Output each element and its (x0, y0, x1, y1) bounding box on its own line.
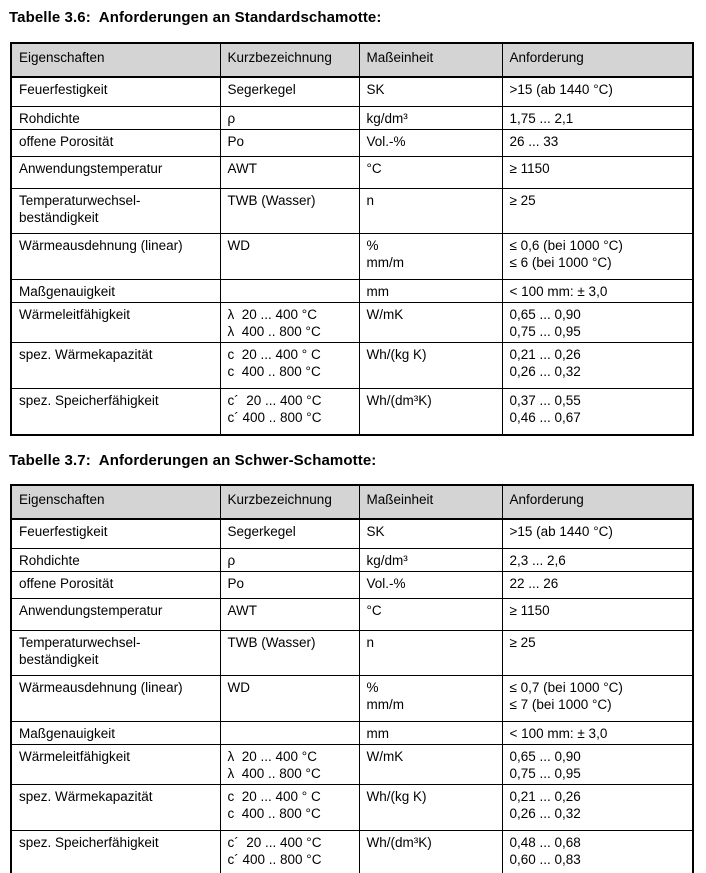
cell-line: Segerkegel (227, 82, 296, 97)
table-cell (220, 744, 359, 784)
cell-line: °C (366, 602, 382, 618)
cell-line: ρ (227, 110, 236, 126)
table-cell (502, 156, 693, 188)
table-cell (359, 233, 502, 279)
table-row (11, 233, 693, 279)
cell-line: AWT (227, 602, 257, 618)
cell-line: ≤ 0,7 (bei 1000 °C) (509, 679, 623, 695)
table-row (11, 388, 693, 435)
table-cell (359, 302, 502, 342)
cell-line: 0,65 ... 0,90 (509, 748, 581, 764)
cell-line: c 20 ... 400 ° C (227, 346, 321, 362)
table-row (11, 744, 693, 784)
table-row (11, 830, 693, 873)
table-cell (502, 106, 693, 129)
table-header (11, 485, 693, 519)
cell-line: Wärmeausdehnung (linear) (19, 679, 183, 695)
cell-line: ≤ 0,6 (bei 1000 °C) (509, 237, 623, 253)
cell-line: 0,21 ... 0,26 (509, 788, 581, 804)
table-cell (359, 519, 502, 548)
cell-line: λ 20 ... 400 °C (227, 306, 317, 322)
table-cell (359, 630, 502, 675)
table-cell (502, 233, 693, 279)
cell-line: W/mK (366, 748, 404, 764)
table-cell (359, 279, 502, 302)
cell-line: 0,75 ... 0,95 (509, 765, 581, 781)
cell-line: beständigkeit (19, 651, 99, 667)
cell-line: SK (366, 524, 385, 539)
table-cell (220, 279, 359, 302)
header-row (11, 43, 693, 77)
table-cell (502, 571, 693, 598)
cell-line: Po (227, 133, 245, 149)
column-header: Maßeinheit (359, 485, 502, 519)
cell-line: ≥ 25 (509, 634, 536, 650)
table-cell (220, 548, 359, 571)
cell-line: Maßgenauigkeit (19, 725, 116, 741)
cell-line: AWT (227, 160, 257, 176)
cell-line: >15 (ab 1440 °C) (509, 524, 613, 539)
cell-line: spez. Wärmekapazität (19, 788, 153, 804)
table-cell (359, 784, 502, 830)
cell-line: < 100 mm: ± 3,0 (509, 725, 608, 741)
table-cell (220, 129, 359, 156)
table-row (11, 548, 693, 571)
table-cell (502, 77, 693, 106)
table-cell (220, 156, 359, 188)
table-cell (11, 156, 220, 188)
table-cell (502, 188, 693, 233)
table-cell (220, 106, 359, 129)
cell-line: Feuerfestigkeit (19, 524, 108, 539)
cell-line: 2,3 ... 2,6 (509, 552, 566, 568)
table-cell (359, 571, 502, 598)
table-cell (220, 188, 359, 233)
table-row (11, 571, 693, 598)
cell-line: 0,65 ... 0,90 (509, 306, 581, 322)
table-cell (11, 106, 220, 129)
cell-line: 1,75 ... 2,1 (509, 110, 574, 126)
column-header: Kurzbezeichnung (220, 43, 359, 77)
cell-line: λ 400 .. 800 °C (227, 323, 321, 339)
table-row (11, 302, 693, 342)
table-row (11, 784, 693, 830)
cell-line: ≥ 25 (509, 192, 536, 208)
table-cell (220, 598, 359, 630)
table-cell (11, 784, 220, 830)
cell-line: ≤ 6 (bei 1000 °C) (509, 254, 612, 270)
table-cell (359, 106, 502, 129)
table-body (11, 519, 693, 873)
cell-line: c 400 .. 800 °C (227, 363, 321, 379)
table-cell (11, 129, 220, 156)
table-cell (220, 630, 359, 675)
table-cell (11, 519, 220, 548)
table-cell (359, 388, 502, 435)
cell-line: 0,60 ... 0,83 (509, 851, 581, 867)
table-cell (11, 721, 220, 744)
table-cell (502, 675, 693, 721)
table-cell (220, 675, 359, 721)
cell-line: 0,48 ... 0,68 (509, 834, 581, 850)
column-header: Anforderung (502, 485, 693, 519)
table-cell (11, 388, 220, 435)
cell-line: TWB (Wasser) (227, 634, 316, 650)
cell-line: spez. Speicherfähigkeit (19, 834, 159, 850)
table-cell (220, 302, 359, 342)
table-cell (502, 302, 693, 342)
cell-line: °C (366, 160, 382, 176)
cell-line: n (366, 192, 375, 208)
cell-line: ≥ 1150 (509, 602, 550, 618)
table-cell (11, 188, 220, 233)
cell-line: SK (366, 82, 385, 97)
table-cell (502, 129, 693, 156)
table-cell (502, 342, 693, 388)
cell-line: WD (227, 237, 250, 253)
table-row (11, 342, 693, 388)
cell-line: c 20 ... 400 ° C (227, 788, 321, 804)
table-cell (502, 598, 693, 630)
table-cell (359, 156, 502, 188)
cell-line: 26 ... 33 (509, 133, 559, 149)
cell-line: mm (366, 725, 389, 741)
table-schwer-schamotte (10, 484, 694, 873)
table-cell (11, 233, 220, 279)
cell-line: Po (227, 575, 245, 591)
cell-line: % (366, 237, 379, 253)
cell-line: 0,26 ... 0,32 (509, 805, 581, 821)
cell-line: Segerkegel (227, 524, 296, 539)
table-cell (220, 342, 359, 388)
cell-line: λ 20 ... 400 °C (227, 748, 317, 764)
table-cell (359, 830, 502, 873)
table-cell (502, 784, 693, 830)
cell-line: Vol.-% (366, 133, 406, 149)
table-row (11, 519, 693, 548)
cell-line: c´ 20 ... 400 °C (227, 392, 322, 408)
table-cell (11, 571, 220, 598)
table-row (11, 77, 693, 106)
table-cell (502, 744, 693, 784)
cell-line: offene Porosität (19, 133, 114, 149)
cell-line: 0,46 ... 0,67 (509, 409, 581, 425)
cell-line: Wärmeleitfähigkeit (19, 748, 131, 764)
table-cell (359, 744, 502, 784)
cell-line: c 400 .. 800 °C (227, 805, 321, 821)
table-cell (11, 342, 220, 388)
cell-line: ≤ 7 (bei 1000 °C) (509, 696, 612, 712)
cell-line: 0,37 ... 0,55 (509, 392, 581, 408)
cell-line: spez. Wärmekapazität (19, 346, 153, 362)
table-cell (220, 388, 359, 435)
table-row (11, 188, 693, 233)
table-cell (502, 830, 693, 873)
cell-line: TWB (Wasser) (227, 192, 316, 208)
table-cell (11, 77, 220, 106)
table-cell (502, 388, 693, 435)
cell-line: Temperaturwechsel- (19, 192, 141, 208)
cell-line: Wh/(kg K) (366, 346, 427, 362)
table-cell (359, 675, 502, 721)
header-row (11, 485, 693, 519)
cell-line: λ 400 .. 800 °C (227, 765, 321, 781)
cell-line: beständigkeit (19, 209, 99, 225)
column-header: Eigenschaften (11, 485, 220, 519)
cell-line: % (366, 679, 379, 695)
cell-line: Anwendungstemperatur (19, 602, 163, 618)
cell-line: < 100 mm: ± 3,0 (509, 283, 608, 299)
cell-line: Anwendungstemperatur (19, 160, 163, 176)
cell-line: n (366, 634, 375, 650)
cell-line: Wh/(dm³K) (366, 834, 432, 850)
table-cell (220, 77, 359, 106)
cell-line: Temperaturwechsel- (19, 634, 141, 650)
cell-line: mm/m (366, 254, 404, 270)
table-cell (220, 721, 359, 744)
table-row (11, 598, 693, 630)
cell-line: Wh/(dm³K) (366, 392, 432, 408)
table-cell (502, 279, 693, 302)
column-header: Kurzbezeichnung (220, 485, 359, 519)
table-body (11, 77, 693, 435)
table-cell (220, 519, 359, 548)
table-cell (11, 548, 220, 571)
cell-line: WD (227, 679, 250, 695)
table-row (11, 156, 693, 188)
cell-line: offene Porosität (19, 575, 114, 591)
column-header: Anforderung (502, 43, 693, 77)
table-cell (502, 519, 693, 548)
table-cell (359, 188, 502, 233)
table-3-6-title: Tabelle 3.6: Anforderungen an Standardschamotte: (9, 9, 382, 26)
cell-line: Rohdichte (19, 110, 80, 126)
table-cell (220, 830, 359, 873)
table-cell (11, 279, 220, 302)
cell-line: Feuerfestigkeit (19, 82, 108, 97)
cell-line: Rohdichte (19, 552, 80, 568)
table-cell (502, 630, 693, 675)
table-cell (359, 721, 502, 744)
table-row (11, 279, 693, 302)
cell-line: c´ 400 .. 800 °C (227, 851, 322, 867)
table-cell (359, 77, 502, 106)
table-row (11, 129, 693, 156)
cell-line: ρ (227, 552, 236, 568)
cell-line: >15 (ab 1440 °C) (509, 82, 613, 97)
table-header (11, 43, 693, 77)
table-cell (359, 129, 502, 156)
table-cell (359, 342, 502, 388)
table-cell (359, 598, 502, 630)
cell-line: ≥ 1150 (509, 160, 550, 176)
table-cell (359, 548, 502, 571)
cell-line: W/mK (366, 306, 404, 322)
cell-line: 0,26 ... 0,32 (509, 363, 581, 379)
table-row (11, 630, 693, 675)
cell-line: Wärmeausdehnung (linear) (19, 237, 183, 253)
table-3-7-title: Tabelle 3.7: Anforderungen an Schwer-Schamotte: (9, 452, 377, 469)
cell-line: mm (366, 283, 389, 299)
table-cell (220, 233, 359, 279)
table-row (11, 675, 693, 721)
table-cell (11, 830, 220, 873)
table-cell (11, 630, 220, 675)
table-cell (502, 721, 693, 744)
cell-line: Wh/(kg K) (366, 788, 427, 804)
table-row (11, 721, 693, 744)
cell-line: kg/dm³ (366, 552, 408, 568)
table-cell (11, 744, 220, 784)
cell-line: Vol.-% (366, 575, 406, 591)
table-cell (502, 548, 693, 571)
column-header: Maßeinheit (359, 43, 502, 77)
cell-line: Maßgenauigkeit (19, 283, 116, 299)
table-cell (220, 571, 359, 598)
cell-line: 0,21 ... 0,26 (509, 346, 581, 362)
table-cell (11, 302, 220, 342)
table-cell (220, 784, 359, 830)
table-cell (11, 675, 220, 721)
cell-line: c´ 400 .. 800 °C (227, 409, 322, 425)
table-standardschamotte (10, 42, 694, 436)
cell-line: Wärmeleitfähigkeit (19, 306, 131, 322)
cell-line: kg/dm³ (366, 110, 408, 126)
column-header: Eigenschaften (11, 43, 220, 77)
table-row (11, 106, 693, 129)
cell-line: 22 ... 26 (509, 575, 559, 591)
cell-line: c´ 20 ... 400 °C (227, 834, 322, 850)
cell-line: 0,75 ... 0,95 (509, 323, 581, 339)
table-cell (11, 598, 220, 630)
cell-line: spez. Speicherfähigkeit (19, 392, 159, 408)
cell-line: mm/m (366, 696, 404, 712)
